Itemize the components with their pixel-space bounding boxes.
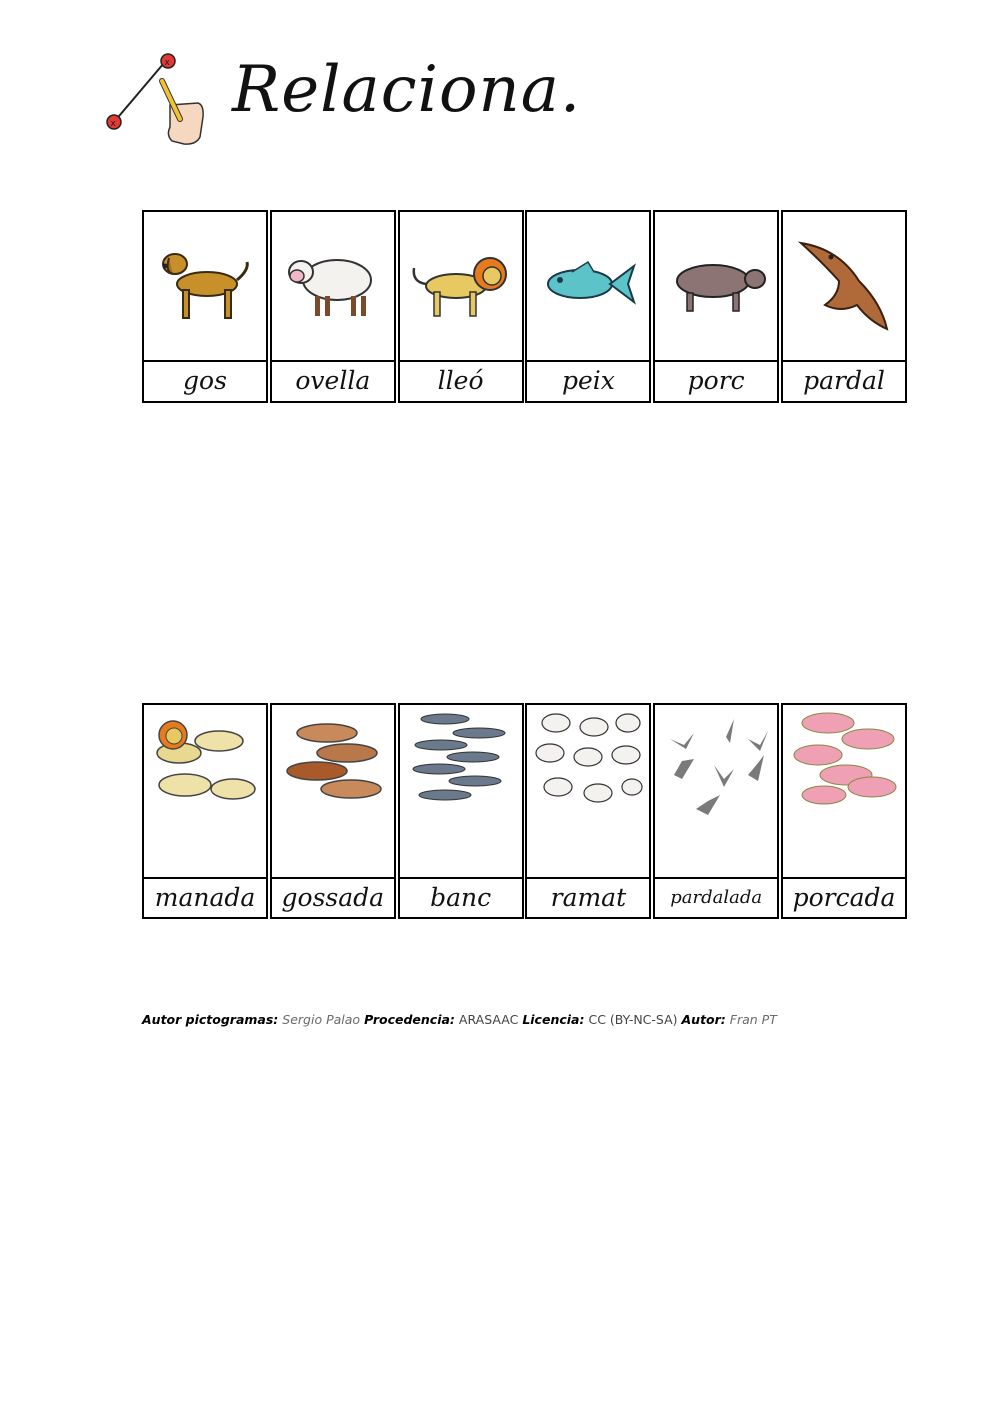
individual-animals-row — [142, 210, 907, 403]
page-title: Relaciona. — [232, 53, 582, 127]
animal-word: pardal — [803, 366, 885, 395]
author-label: Autor pictogramas: — [142, 1012, 279, 1027]
source-value: ARASAAC — [458, 1012, 519, 1027]
group-word: pardalada — [670, 887, 763, 908]
animal-word: gos — [183, 366, 227, 395]
license-value: CC (BY-NC-SA) — [588, 1012, 678, 1027]
card-sparrow[interactable] — [781, 210, 907, 403]
pig-herd-icon — [788, 709, 900, 813]
card-pardalada[interactable] — [653, 703, 779, 919]
svg-text:x: x — [164, 58, 170, 68]
animal-word: porc — [687, 366, 745, 395]
card-fish[interactable] — [525, 210, 651, 403]
sheep-flock-icon — [532, 709, 644, 813]
picture-area — [144, 212, 266, 362]
animal-word: peix — [561, 366, 615, 395]
animal-groups-row — [142, 703, 907, 919]
sparrow-icon — [789, 229, 899, 343]
card-ramat[interactable] — [525, 703, 651, 919]
picture-area — [527, 212, 649, 362]
lion-icon — [406, 244, 516, 328]
fish-school-icon — [405, 709, 517, 813]
group-word: porcada — [792, 883, 896, 912]
picture-area — [400, 705, 522, 879]
group-word: ramat — [550, 883, 627, 912]
dog-pack-icon — [277, 709, 389, 813]
header — [100, 45, 700, 155]
creator-value: Fran PT — [729, 1012, 777, 1027]
sparrow-flock-icon — [660, 709, 772, 823]
picture-area — [144, 705, 266, 879]
group-word: gossada — [281, 883, 385, 912]
license-label: Licencia: — [522, 1012, 585, 1027]
picture-area — [783, 212, 905, 362]
card-pig[interactable] — [653, 210, 779, 403]
dog-icon — [155, 244, 255, 328]
group-word: banc — [430, 883, 492, 912]
pig-icon — [661, 249, 771, 323]
drawing-hand-icon — [100, 45, 210, 155]
svg-text:x: x — [110, 119, 116, 129]
credits — [142, 1012, 777, 1027]
animal-word: ovella — [295, 366, 371, 395]
card-porcada[interactable] — [781, 703, 907, 919]
picture-area — [272, 212, 394, 362]
author-value: Sergio Palao — [282, 1012, 361, 1027]
animal-word: lleó — [437, 366, 484, 395]
picture-area — [527, 705, 649, 879]
card-dog[interactable] — [142, 210, 268, 403]
card-sheep[interactable] — [270, 210, 396, 403]
lion-pride-icon — [149, 709, 261, 813]
picture-area — [400, 212, 522, 362]
fish-icon — [538, 254, 638, 318]
picture-area — [272, 705, 394, 879]
creator-label: Autor: — [681, 1012, 726, 1027]
group-word: manada — [154, 883, 256, 912]
picture-area — [655, 212, 777, 362]
picture-area — [783, 705, 905, 879]
card-manada[interactable] — [142, 703, 268, 919]
source-label: Procedencia: — [364, 1012, 455, 1027]
picture-area — [655, 705, 777, 879]
card-lion[interactable] — [398, 210, 524, 403]
card-banc[interactable] — [398, 703, 524, 919]
card-gossada[interactable] — [270, 703, 396, 919]
sheep-icon — [283, 244, 383, 328]
